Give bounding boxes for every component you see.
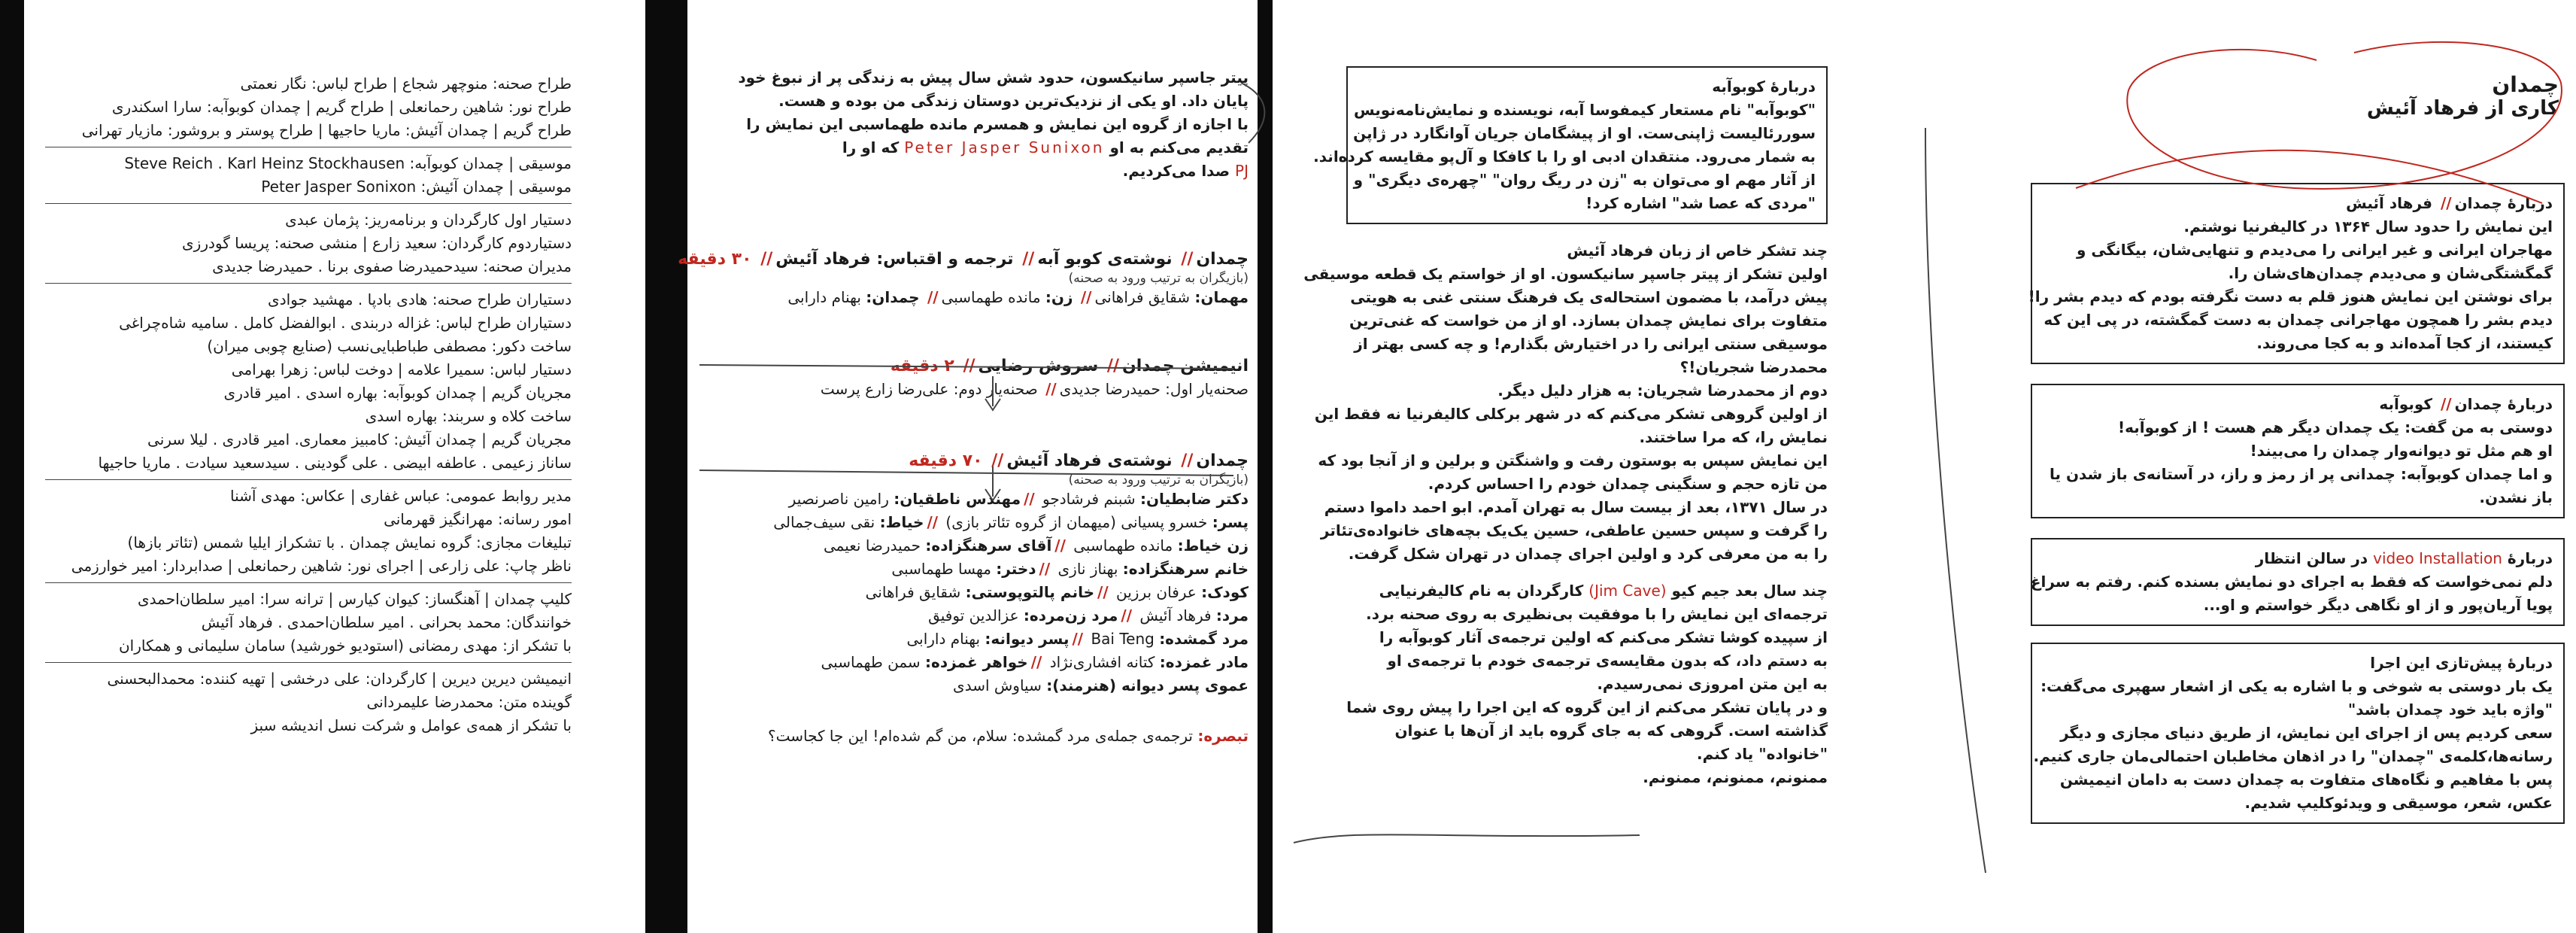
heading-red: video Installation: [2373, 549, 2502, 567]
dedication-pre: تقدیم می‌کنم به او: [1109, 138, 1249, 157]
role-actor: سیاوش اسدی: [953, 676, 1042, 694]
thanks-cave-line: [1346, 579, 1828, 603]
about-video-heading: [2043, 547, 2553, 570]
about-chamedan-box: [2028, 183, 2565, 364]
cast-row: [707, 534, 1249, 558]
thanks-line: متفاوت برای نمایش چمدان بسازد. او از من خواست که غنی‌ترین: [1349, 312, 1828, 330]
scan-edge-right: [1258, 0, 1273, 933]
role-actor: مانده طهماسبی: [1073, 536, 1173, 555]
section-divider: [45, 283, 572, 284]
dedication-name: Peter Jasper Sunixon: [904, 138, 1105, 157]
credits-list: [45, 72, 572, 737]
credit-row: انیمیشن دیرین دیرین | کارگردان: علی درخشی | تهیه کننده: محمدالبحسنی: [107, 670, 572, 688]
role-label: آقای سرهنگزاده:: [925, 536, 1052, 555]
part2-title: انیمیشن چمدان: [1122, 357, 1249, 375]
dedication-line: [707, 160, 1249, 183]
part1-note: (بازیگران به ترتیب ورود به صحنه): [1068, 271, 1249, 286]
credit-row: دستیار لباس: سمیرا علامه | دوخت لباس: زهرا بهرامی: [231, 360, 572, 378]
kobo-line: از آثار مهم او می‌توان به "زن در ریگ روان" "چهره‌ی دیگری" و: [1353, 171, 1816, 189]
part2-heading: انیمیشن چمدان// سروش رضایی// ۲ دقیقه: [890, 357, 1249, 375]
part3-sub: نوشته‌ی فرهاد آئیش: [1006, 451, 1173, 470]
program-panel: [678, 0, 1249, 933]
heading-text: دربارۀ چمدان: [2454, 194, 2553, 212]
credit-row: ساناز زعیمی . عاطفه ابیضی . علی گودینی . سیدسعید سیادت . ماریا حاجیها: [98, 454, 572, 472]
role-label: دکتر ضابطیان:: [1139, 490, 1249, 508]
part3-note: (بازیگران به ترتیب ورود به صحنه): [1068, 473, 1249, 488]
part1-sub: نوشته‌ی کوبو آبه: [1037, 250, 1173, 269]
cast-row: [707, 674, 1249, 697]
footnote: [707, 725, 1249, 748]
dedication-line: با اجازه از گروه این نمایش و همسرم مانده طهماسبی این نمایش را: [746, 115, 1249, 133]
thanks-line: "خانواده" یاد کنم.: [1696, 745, 1828, 763]
thanks-line: و در پایان تشکر می‌کنم از این گروه که این اجرا را پیش روی شما: [1346, 698, 1828, 716]
credit-row: دستیاران طراح لباس: غزاله دربندی . ابوالفضل کامل . سامیه شاه‌چراغی: [119, 314, 572, 332]
thanks-line: به دستم داد، که بدون مقایسه‌ی ترجمه‌ی خودم با ترجمه‌ی او: [1387, 652, 1828, 670]
credit-row: ساخت دکور: مصطفی طباطبایی‌نسب (صنایع چوبی میران): [207, 337, 572, 355]
part2-by: سروش رضایی: [978, 357, 1099, 375]
role-label: دختر:: [996, 560, 1036, 578]
part1-title: چمدان: [1196, 250, 1249, 269]
heading-pre: دربارۀ: [2507, 549, 2553, 567]
about-line: پس با مفاهیم و نگاه‌های متفاوت به چمدان دست به دامان انیمیشن: [2059, 770, 2553, 789]
about-line: باز نشدن.: [2479, 488, 2553, 506]
about-line: او هم مثل تو دیوانه‌وار چمدان را می‌بیند!: [2250, 442, 2553, 460]
heading-post: در سالن انتظار: [2255, 549, 2368, 567]
thanks-line: پیش درآمد، با مضمون استحاله‌ی یک فرهنگ سنتی غنی به هویتی: [1350, 288, 1828, 306]
role-actor: حمیدرضا نعیمی: [824, 536, 921, 555]
heading-by: کوبوآبه: [2379, 395, 2433, 413]
dedication-pj: PJ: [1235, 162, 1249, 180]
role-label: مهندس ناطقیان:: [894, 490, 1021, 508]
role-actor: کتانه افشاری‌نژاد: [1049, 653, 1155, 671]
credit-row: امور رسانه: مهرانگیز قهرمانی: [384, 510, 572, 528]
separator: //: [1054, 536, 1066, 555]
credit-row: با تشکر از همه‌ی عوامل و شرکت نسل اندیشه سبز: [250, 716, 572, 734]
thanks-line: دوم از محمدرضا شجریان: به هزار دلیل دیگر.: [1497, 381, 1828, 400]
section-divider: [45, 203, 572, 204]
role-label: مادر غمزده:: [1159, 653, 1249, 671]
credit-row: دستیار اول کارگردان و برنامه‌ریز: پژمان عبدی: [285, 211, 572, 229]
part3-block: [707, 449, 1249, 748]
kobo-line: "مردی که عصا شد" اشاره کرد!: [1585, 194, 1816, 212]
credit-row: مجریان گریم | چمدان کوبوآبه: بهاره اسدی . امیر قادری: [223, 384, 572, 402]
dedication: [707, 66, 1249, 183]
credit-row: طراح صحنه: منوچهر شجاع | طراح لباس: نگار نعمتی: [240, 74, 572, 93]
credit-row: مدیران صحنه: سیدحمیدرضا صفوی برنا . حمیدرضا جدیدی: [212, 257, 572, 275]
about-line: برای نوشتن این نمایش هنوز قلم به دست نگرفته بودم که دیدم بشر را!: [2028, 287, 2553, 305]
cast-value: بهنام دارابی: [787, 288, 861, 306]
part1-duration: ۳۰ دقیقه: [678, 250, 752, 269]
about-kobo-heading: دربارۀ چمدان// کوبوآبه: [2379, 395, 2553, 413]
crew-item: صحنه‌یار اول: حمیدرضا جدیدی: [1059, 380, 1249, 398]
about-line: این نمایش را حدود سال ۱۳۶۴ در کالیفرنیا نوشتم.: [2183, 217, 2553, 236]
cast-row: [707, 604, 1249, 628]
section-divider: [45, 662, 572, 663]
dedication-line: پایان داد. او یکی از نزدیک‌ترین دوستان زندگی من بوده و هست.: [778, 92, 1249, 110]
role-label: پسر:: [1212, 513, 1249, 531]
about-line: مهاجران ایرانی و غیر ایرانی را می‌دیدم و تنهایی‌شان، بیگانگی و: [2076, 241, 2553, 259]
separator: //: [1039, 560, 1051, 578]
about-line: و اما چمدان کوبوآبه: چمدانی پر از رمز و راز، در آستانه‌ی باز شدن یا: [2049, 465, 2553, 483]
cast-label: مهمان:: [1194, 288, 1249, 306]
credit-row: طراح گریم | چمدان آئیش: ماریا حاجیها | طراح پوستر و بروشور: مازیار تهرانی: [81, 121, 572, 139]
role-label: خانم پالتوپوستی:: [965, 583, 1095, 601]
role-label: کودک:: [1201, 583, 1249, 601]
about-line: گمگشتگی‌شان و می‌دیدم چمدان‌های‌شان را.: [2228, 264, 2553, 282]
separator: //: [1030, 653, 1042, 671]
footnote-text: ترجمه‌ی جمله‌ی مرد گمشده: سلام، من گم شده‌ام! این جا کجاست؟: [767, 727, 1193, 745]
thanks-line: ترجمه‌ای این نمایش را با موفقیت بی‌نظیری به روی صحنه برد.: [1366, 605, 1828, 623]
credit-row: مجریان گریم | چمدان آئیش: کامبیز معماری. امیر قادری . لیلا سرنی: [147, 430, 572, 448]
role-actor: سمن طهماسبی: [821, 653, 921, 671]
kobo-line: به شمار می‌رود. منتقدان ادبی او را با کافکا و آل‌پو مقایسه کرده‌اند.: [1313, 147, 1816, 166]
about-line: رسانه‌ها،کلمه‌ی "چمدان" را در اذهان مخاطبان احتمالی‌مان جاری کنیم.: [2033, 747, 2553, 765]
sketch-arrow: [1925, 128, 1986, 873]
about-line: پویا آریان‌پور و از او نگاهی دیگر خواستم و او...: [2203, 596, 2553, 614]
about-line: دوستی به من گفت: یک چمدان دیگر هم هست ! از کوبوآبه!: [2118, 418, 2553, 436]
role-actor: شبنم فرشادجو: [1042, 490, 1136, 508]
credit-row: موسیقی | چمدان کوبوآبه: Steve Reich . Karl Heinz Stockhausen: [124, 154, 572, 172]
part2-duration: ۲ دقیقه: [890, 357, 954, 375]
thanks-line: به این متن امروزی نمی‌رسیدم.: [1597, 675, 1828, 693]
cast-row: [707, 581, 1249, 604]
role-label: مرد گمشده:: [1159, 630, 1249, 648]
cast-row: [707, 488, 1249, 511]
about-line: "واژه باید خود چمدان باشد": [2347, 701, 2553, 719]
about-pioneer-heading: دربارۀ پیش‌تازی این اجرا: [2370, 654, 2553, 672]
role-actor: عرفان برزین: [1116, 583, 1197, 601]
kobo-box: [1313, 66, 1828, 224]
crew-item: صحنه‌یار دوم: علی‌رضا زارع پرست: [820, 380, 1038, 398]
part1-cast: مهمان: شقایق فراهانی// زن: مانده طهماسبی// چمدان: بهنام دارابی: [787, 288, 1249, 306]
kobo-heading: دربارۀ کوبوآبه: [1712, 77, 1816, 96]
role-actor: فرهاد آئیش: [1139, 606, 1212, 625]
about-panel: [1986, 0, 2565, 933]
section-divider: [45, 479, 572, 480]
thanks-heading: چند تشکر خاص از زبان فرهاد آئیش: [1567, 242, 1828, 260]
thanks-text: [1303, 263, 1828, 566]
role-label: پسر دیوانه:: [985, 630, 1070, 648]
section-divider: [45, 582, 572, 583]
about-line: عکس، شعر، موسیقی و ویدئوکلیپ شدیم.: [2244, 794, 2553, 812]
role-actor: رامین ناصرنصیر: [788, 490, 889, 508]
kobo-line: "کوبوآبه" نام مستعار کیمفوسا آبه، نویسنده و نمایش‌نامه‌نویس: [1353, 101, 1816, 119]
thanks-line: من تازه حجم و سنگینی چمدان خودم را احساس کردم.: [1428, 475, 1828, 493]
role-actor: مهسا طهماسبی: [891, 560, 991, 578]
heading-by: فرهاد آئیش: [2346, 194, 2433, 212]
credit-row: تبلیغات مجازی: گروه نمایش چمدان . با تشکراز ایلیا شمس (تئاتر بازها): [127, 533, 572, 552]
thanks-text-2: [1346, 603, 1828, 789]
cast-value: شقایق فراهانی: [1094, 288, 1191, 306]
part3-heading: چمدان// نوشته‌ی فرهاد آئیش// ۷۰ دقیقه: [909, 451, 1249, 470]
thanks-line: گذاشته است. گروهی که به جای گروه باید از آن‌ها با عنوان: [1394, 722, 1828, 740]
role-actor: نقی سیف‌جمالی: [773, 513, 875, 531]
cast-row: [707, 511, 1249, 534]
role-actor: بهناز نازی: [1057, 560, 1118, 578]
part1-heading: چمدان// نوشته‌ی کوبو آبه// ترجمه و اقتباس: فرهاد آئیش// ۳۰ دقیقه: [678, 250, 1249, 269]
about-line: یک بار دوستی به شوخی و با اشاره به یکی از اشعار سهپری می‌گفت:: [2040, 677, 2553, 695]
separator: //: [1072, 630, 1084, 648]
thanks-line: ممنونم، ممنونم، ممنونم.: [1643, 768, 1828, 786]
thanks-line: نمایش را، که مرا ساختند.: [1639, 428, 1828, 446]
role-actor: عزالدین توفیق: [928, 606, 1019, 625]
thanks-line: اولین تشکر از پیتر جاسپر سانیکسون. او از خواستم یک قطعه موسیقی: [1303, 265, 1828, 283]
part2-crew: صحنه‌یار اول: حمیدرضا جدیدی// صحنه‌یار دوم: علی‌رضا زارع پرست: [820, 380, 1249, 398]
scan-edge-middle: [645, 0, 687, 933]
credit-row: کلیپ چمدان | آهنگساز: کیوان کیارس | ترانه سرا: امیر سلطان‌احمدی: [138, 590, 572, 608]
about-pioneer-box: [2031, 643, 2565, 824]
about-line: سعی کردیم پس از اجرای این نمایش، از طریق دنیای مجازی و دیگر: [2060, 724, 2553, 742]
thanks-line: موسیقی سنتی ایرانی را در اختیارش بگذارم! و چه کسی بهتر از: [1354, 335, 1828, 353]
credit-row: گوینده متن: محمدرضا علیمردانی: [366, 693, 572, 711]
thanks-line: را گرفت و سپس حسین عاطفی، حسین یک‌یک بچه‌های خانواده‌ی‌تئاتر: [1320, 521, 1828, 539]
about-video-text: [2030, 570, 2553, 617]
thanks-line: محمدرضا شجریان!؟: [1679, 358, 1828, 376]
part2-block: [707, 354, 1249, 401]
role-actor: شقایق فراهانی: [865, 583, 961, 601]
part3-title: چمدان: [1196, 451, 1249, 470]
kobo-line: سوررئالیست ژاپنی‌ست. او از پیشگامان جریان آوانگارد در ژاپن: [1353, 124, 1816, 142]
separator: //: [927, 513, 939, 531]
cast-row: [707, 558, 1249, 581]
cast-label: چمدان:: [866, 288, 920, 306]
credit-row: دستیاردوم کارگردان: سعید زارع | منشی صحنه: پریسا گودرزی: [182, 234, 572, 252]
about-chamedan-text: [2028, 215, 2553, 355]
part1-block: [678, 248, 1249, 309]
credit-row: ناظر چاپ: علی زارعی | اجرای نور: شاهین رحمانعلی | صدابردار: امیر خوارزمی: [71, 557, 572, 575]
role-label: خواهر غمزده:: [925, 653, 1028, 671]
role-label: خانم سرهنگزاده:: [1122, 560, 1249, 578]
separator: //: [1121, 606, 1133, 625]
page-subtitle: کاری از فرهاد آئیش: [2366, 97, 2559, 120]
role-label: عموی پسر دیوانه (هنرمند):: [1046, 676, 1249, 694]
about-line: کیستند، از کجا آمده‌اند و به کجا می‌روند.: [2256, 334, 2553, 352]
dedication-line: [707, 136, 1249, 160]
role-label: مرد زن‌مرده:: [1023, 606, 1118, 625]
credit-row: با تشکر از: مهدی رمضانی (استودیو خورشید) سامان سلیمانی و همکاران: [118, 637, 572, 655]
role-actor: خسرو پسیانی (میهمان از گروه تئاتر بازی): [945, 513, 1208, 531]
thanks-line: در سال ۱۳۷۱، بعد از بیست سال به تهران آمدم. ابو احمد داموا دستم: [1324, 498, 1828, 516]
credit-row: موسیقی | چمدان آئیش: Peter Jasper Sonixon: [261, 178, 572, 196]
credit-row: ساخت کلاه و سربند: بهاره اسدی: [365, 407, 572, 425]
kobo-text: [1313, 99, 1816, 215]
credits-panel: [45, 0, 572, 933]
page-title: چمدان: [2492, 72, 2559, 97]
part3-duration: ۷۰ دقیقه: [909, 451, 983, 470]
separator: //: [1097, 583, 1109, 601]
role-label: خیاط:: [879, 513, 924, 531]
role-label: مرد:: [1215, 606, 1249, 625]
role-actor: بهنام دارابی: [906, 630, 981, 648]
thanks-panel: [1303, 0, 1828, 933]
cast-row: [707, 628, 1249, 651]
credit-row: خوانندگان: محمد بحرانی . امیر سلطان‌احمدی . فرهاد آئیش: [201, 613, 572, 631]
cave-name: (Jim Cave): [1588, 582, 1667, 600]
heading-text: دربارۀ چمدان: [2454, 395, 2553, 413]
dedication-post: که او را: [842, 138, 900, 157]
about-chamedan-heading: دربارۀ چمدان// فرهاد آئیش: [2346, 194, 2553, 212]
dedication-line: پیتر جاسپر سانیکسون، حدود شش سال پیش به زندگی پر از نبوغ خود: [738, 68, 1249, 87]
scan-edge-left: [0, 0, 24, 933]
part1-trans: ترجمه و اقتباس: فرهاد آئیش: [775, 250, 1014, 269]
cave-post: کارگردان به نام کالیفرنیایی: [1379, 582, 1584, 600]
thanks-line: از اولین گروهی تشکر می‌کنم که در شهر برکلی کالیفرنیا نه فقط این: [1314, 405, 1828, 423]
footnote-label: تبصره:: [1197, 727, 1249, 745]
credit-row: مدیر روابط عمومی: عباس غفاری | عکاس: مهدی آشنا: [230, 487, 572, 505]
about-kobo-box: [2031, 384, 2565, 518]
thanks-line: از سپیده کوشا تشکر می‌کنم که اولین ترجمه‌ی آثار کوبوآبه را: [1379, 628, 1828, 646]
about-line: دلم نمی‌خواست که فقط به اجرای دو نمایش بسنده کنم. رفتم به سراغ: [2030, 573, 2553, 591]
part3-cast-list: [707, 488, 1249, 697]
cast-label: زن:: [1045, 288, 1073, 306]
about-kobo-text: [2043, 416, 2553, 509]
cave-pre: چند سال بعد جیم کیو: [1671, 582, 1828, 600]
dedication-last: صدا می‌کردیم.: [1122, 162, 1230, 180]
cast-value: مانده طهماسبی: [941, 288, 1041, 306]
about-video-box: [2031, 538, 2565, 626]
role-actor: Bai Teng: [1091, 630, 1154, 648]
role-label: زن خیاط:: [1177, 536, 1249, 555]
cast-row: [707, 651, 1249, 674]
about-pioneer-text: [2033, 675, 2553, 815]
thanks-line: را به من معرفی کرد و اولین اجرای چمدان در تهران شکل گرفت.: [1348, 545, 1828, 563]
credit-row: طراح نور: شاهین رحمانعلی | طراح گریم | چمدان کوبوآبه: سارا اسکندری: [111, 98, 572, 116]
credit-row: دستیاران طراح صحنه: هادی بادپا . مهشید جوادی: [268, 290, 572, 308]
about-line: دیدم بشر را همچون مهاجرانی چمدان به دست گمگشته، در پی این که: [2044, 311, 2553, 329]
separator: //: [1024, 490, 1035, 508]
thanks-line: این نمایش سپس به بوستون رفت و واشنگتن و برلین و از آنجا بود که: [1318, 451, 1828, 470]
